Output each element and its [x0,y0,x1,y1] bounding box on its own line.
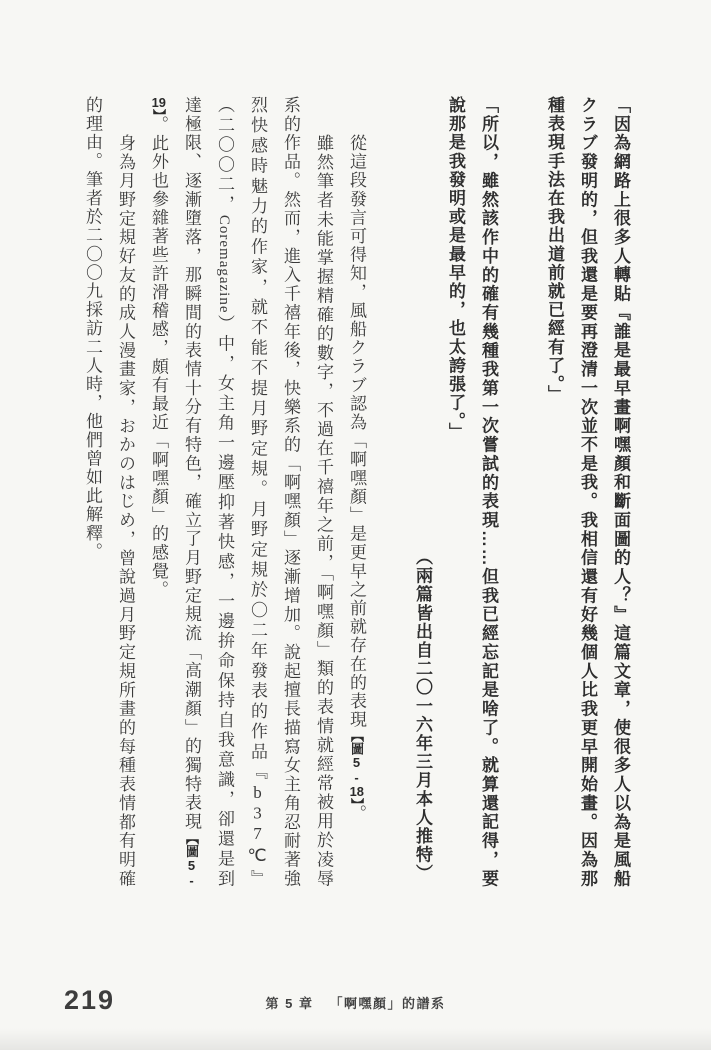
text-column [142,96,175,888]
text-segment: 「因為網路上很多人轉貼『誰是最早畫啊嘿顏和斷面圖的人？』這篇文章，使很多人以為是風船 [611,96,630,888]
text-column [241,96,274,888]
column-spacer [505,96,538,888]
text-column [604,96,637,888]
figure-reference: 18 [349,785,364,799]
text-segment: ）中，女主角一邊壓抑著快感，一邊拚命保持自我意識，卻還是到 [215,313,234,888]
text-column [307,96,340,888]
text-segment: 「所以，雖然該作中的確有幾種我第一次嘗試的表現……但我已經忘記是啥了。就算還記得，要 [479,96,498,888]
text-column [109,96,142,888]
page-number: 219 [64,985,116,1015]
figure-reference: 】 [151,109,166,116]
text-segment: Coremagazine [216,214,232,314]
footer-chapter-label: 第 5 章 [265,996,314,1011]
text-segment: 身為月野定規好友的成人漫畫家，おかのはじめ，曾說過月野定規所畫的每種表情都有明確 [116,134,135,888]
text-column [472,96,505,888]
figure-reference: 【圖 [349,729,364,756]
text-segment: 』 [248,869,267,888]
text-segment: 的理由。筆者於二〇〇九採訪二人時，他們曾如此解釋。 [83,96,102,561]
page-edge-shadow [0,1028,711,1050]
text-segment: 從這段發言可得知，風船クラブ認為「啊嘿顏」是更早之前就存在的表現 [347,134,366,730]
text-segment: （二〇〇二， [215,96,234,215]
text-segment: 。 [347,804,366,824]
text-segment: クラブ發明的，但我還是要再澄清一次並不是我。我相信還有好幾個人比我更早開始畫。因為那 [578,96,597,888]
text-block [76,96,637,888]
text-column [76,96,109,888]
figure-reference: 【圖 [184,831,199,859]
text-segment: 烈快感時魅力的作家，就不能不提月野定規。月野定規於〇二年發表的作品『 [248,96,267,783]
text-column [274,96,307,888]
text-segment: 系的作品。然而，進入千禧年後，快樂系的「啊嘿顏」逐漸增加。說起擅長描寫女主角忍耐著強 [281,96,300,888]
figure-reference: 】 [349,798,364,805]
text-segment: 說那是我發明或是最早的，也太誇張了。」 [446,96,465,441]
text-segment: 雖然筆者未能掌握精確的數字，不過在千禧年之前，「啊嘿顏」類的表情就經常被用於凌辱 [314,134,333,888]
figure-reference: 19 [151,96,166,109]
text-column [406,96,439,888]
running-footer [0,993,711,1012]
text-column [439,96,472,888]
footer-chapter-title: 「啊嘿顏」的譜系 [329,996,446,1011]
text-segment: 種表現手法在我出道前就已經有了。」 [545,96,564,404]
text-column [175,96,208,888]
text-segment: 。此外也參雜著些許滑稽感，頗有最近「啊嘿顏」的感覺。 [149,115,168,600]
text-column [340,96,373,888]
text-column [208,96,241,888]
text-segment: 達極限、逐漸墮落，那瞬間的表情十分有特色，確立了月野定規流「高潮顏」的獨特表現 [182,96,201,832]
text-column [571,96,604,888]
text-column [538,96,571,888]
text-segment: （兩篇皆出自二〇一六年三月本人推特） [413,548,432,883]
figure-reference: 5- [184,858,199,889]
column-spacer [373,96,406,888]
figure-reference: 5- [349,755,364,786]
text-segment: b37℃ [248,782,267,870]
